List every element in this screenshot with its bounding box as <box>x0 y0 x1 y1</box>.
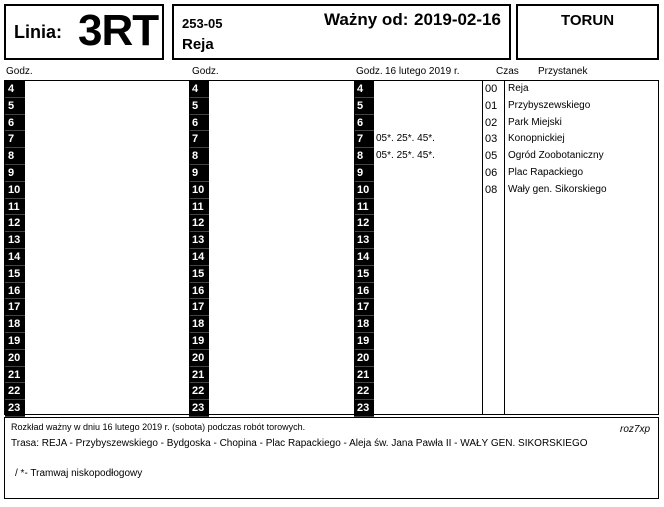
divider <box>482 81 483 414</box>
hour-cell: 11 <box>189 199 209 216</box>
day-label: 16 lutego 2019 r. <box>385 66 460 77</box>
hour-cell: 19 <box>354 333 374 350</box>
route-info-box <box>172 4 511 60</box>
hour-cell: 5 <box>189 98 209 115</box>
hour-header-3: Godz. <box>356 66 383 77</box>
city-box <box>516 4 659 60</box>
hour-cell: 17 <box>354 299 374 316</box>
line-label: Linia: <box>14 22 62 42</box>
hour-cell: 15 <box>354 266 374 283</box>
hour-cell: 4 <box>189 81 209 98</box>
time-header: Czas <box>496 66 519 77</box>
minutes-cell <box>374 383 482 400</box>
stop-names <box>508 81 607 199</box>
hour-cell: 8 <box>5 148 25 165</box>
hour-cell: 7 <box>354 131 374 148</box>
hour-cell: 13 <box>5 232 25 249</box>
stop-name: Plac Rapackiego <box>508 166 584 178</box>
stop-time: 03 <box>485 133 498 146</box>
hour-cell: 12 <box>354 215 374 232</box>
hour-cell: 19 <box>189 333 209 350</box>
hour-cell: 9 <box>5 165 25 182</box>
valid-from-label: Ważny od: <box>324 10 409 29</box>
valid-from-date: 2019-02-16 <box>414 10 501 29</box>
minutes-cell <box>374 232 482 249</box>
hour-cell: 8 <box>189 148 209 165</box>
hour-cell: 21 <box>5 367 25 384</box>
stop-time: 02 <box>485 116 498 129</box>
hour-cell: 23 <box>189 400 209 417</box>
line-box <box>4 4 164 60</box>
stop-time: 08 <box>485 183 498 196</box>
hour-cell: 23 <box>354 400 374 417</box>
minutes-cell: 05*. 25*. 45*. <box>376 133 435 145</box>
hour-header-1: Godz. <box>6 66 33 77</box>
stop-time: 05 <box>485 150 498 163</box>
hour-cell: 23 <box>5 400 25 417</box>
hour-cell: 16 <box>5 283 25 300</box>
stop-name: Przybyszewskiego <box>508 99 591 111</box>
hour-cell: 15 <box>189 266 209 283</box>
stop-time: 01 <box>485 99 498 112</box>
stop-times <box>485 81 509 199</box>
hour-cell: 5 <box>354 98 374 115</box>
stop-time: 06 <box>485 166 498 179</box>
minutes-cell <box>374 316 482 333</box>
divider <box>354 81 355 414</box>
hour-cell: 5 <box>5 98 25 115</box>
hour-cell: 21 <box>189 367 209 384</box>
hour-cell: 4 <box>5 81 25 98</box>
stop-name: Park Miejski <box>508 116 562 128</box>
hour-cell: 21 <box>354 367 374 384</box>
hour-cell: 7 <box>5 131 25 148</box>
minutes-cell <box>374 266 482 283</box>
legend-note: / *- Tramwaj niskopodłogowy <box>15 468 143 479</box>
hour-column-3 <box>354 81 374 417</box>
hour-column-1 <box>5 81 25 417</box>
hour-cell: 20 <box>189 350 209 367</box>
minutes-cell <box>374 115 482 132</box>
hour-cell: 17 <box>189 299 209 316</box>
validity-note: Rozkład ważny w dniu 16 lutego 2019 r. (sobota) podczas robót torowych. <box>11 422 306 432</box>
hour-cell: 22 <box>5 383 25 400</box>
hour-cell: 14 <box>5 249 25 266</box>
hour-cell: 22 <box>189 383 209 400</box>
minutes-column-3 <box>374 81 482 417</box>
schedule-code: roz7xp <box>619 424 650 435</box>
hour-cell: 18 <box>354 316 374 333</box>
minutes-cell <box>374 350 482 367</box>
hour-cell: 14 <box>354 249 374 266</box>
hour-cell: 16 <box>354 283 374 300</box>
hour-cell: 22 <box>354 383 374 400</box>
hour-cell: 16 <box>189 283 209 300</box>
stop-name: Reja <box>182 36 214 53</box>
minutes-cell <box>374 367 482 384</box>
line-number: 3RT <box>78 6 159 55</box>
hour-cell: 13 <box>189 232 209 249</box>
hour-cell: 13 <box>354 232 374 249</box>
hour-cell: 8 <box>354 148 374 165</box>
minutes-cell <box>374 215 482 232</box>
hour-cell: 6 <box>189 115 209 132</box>
footer-box <box>4 417 659 499</box>
minutes-cell <box>374 182 482 199</box>
hour-column-2 <box>189 81 209 417</box>
stop-name: Reja <box>508 83 529 94</box>
minutes-cell <box>374 299 482 316</box>
minutes-cell <box>374 199 482 216</box>
hour-cell: 17 <box>5 299 25 316</box>
hour-cell: 6 <box>5 115 25 132</box>
hour-cell: 11 <box>354 199 374 216</box>
hour-cell: 18 <box>5 316 25 333</box>
divider <box>189 81 190 414</box>
hour-cell: 9 <box>354 165 374 182</box>
minutes-cell <box>374 249 482 266</box>
hour-cell: 12 <box>5 215 25 232</box>
hour-cell: 18 <box>189 316 209 333</box>
hour-cell: 10 <box>189 182 209 199</box>
stop-name: Wały gen. Sikorskiego <box>508 183 607 195</box>
hour-header-2: Godz. <box>192 66 219 77</box>
hour-cell: 6 <box>354 115 374 132</box>
minutes-cell <box>374 283 482 300</box>
route-code: 253-05 <box>182 16 223 31</box>
hour-cell: 7 <box>189 131 209 148</box>
stop-name: Ogród Zoobotaniczny <box>508 150 604 162</box>
minutes-cell: 05*. 25*. 45*. <box>376 150 435 162</box>
hour-cell: 12 <box>189 215 209 232</box>
hour-cell: 9 <box>189 165 209 182</box>
minutes-cell <box>374 81 482 98</box>
hour-cell: 20 <box>354 350 374 367</box>
minutes-cell <box>374 333 482 350</box>
stop-time: 00 <box>485 83 498 95</box>
hour-cell: 4 <box>354 81 374 98</box>
stop-name: Konopnickiej <box>508 133 565 145</box>
timetable-grid <box>4 80 659 415</box>
hour-cell: 10 <box>5 182 25 199</box>
stop-header: Przystanek <box>538 66 588 77</box>
hour-cell: 14 <box>189 249 209 266</box>
minutes-cell <box>374 98 482 115</box>
minutes-cell <box>374 165 482 182</box>
minutes-cell <box>374 400 482 417</box>
route-description: Trasa: REJA - Przybyszewskiego - Bydgoska - Chopina - Plac Rapackiego - Aleja św. Jana Pawła II - WAŁY GEN. SIKORSKIEGO <box>11 438 588 449</box>
hour-cell: 20 <box>5 350 25 367</box>
hour-cell: 10 <box>354 182 374 199</box>
hour-cell: 11 <box>5 199 25 216</box>
hour-cell: 15 <box>5 266 25 283</box>
hour-cell: 19 <box>5 333 25 350</box>
city-name: TORUN <box>560 12 615 29</box>
